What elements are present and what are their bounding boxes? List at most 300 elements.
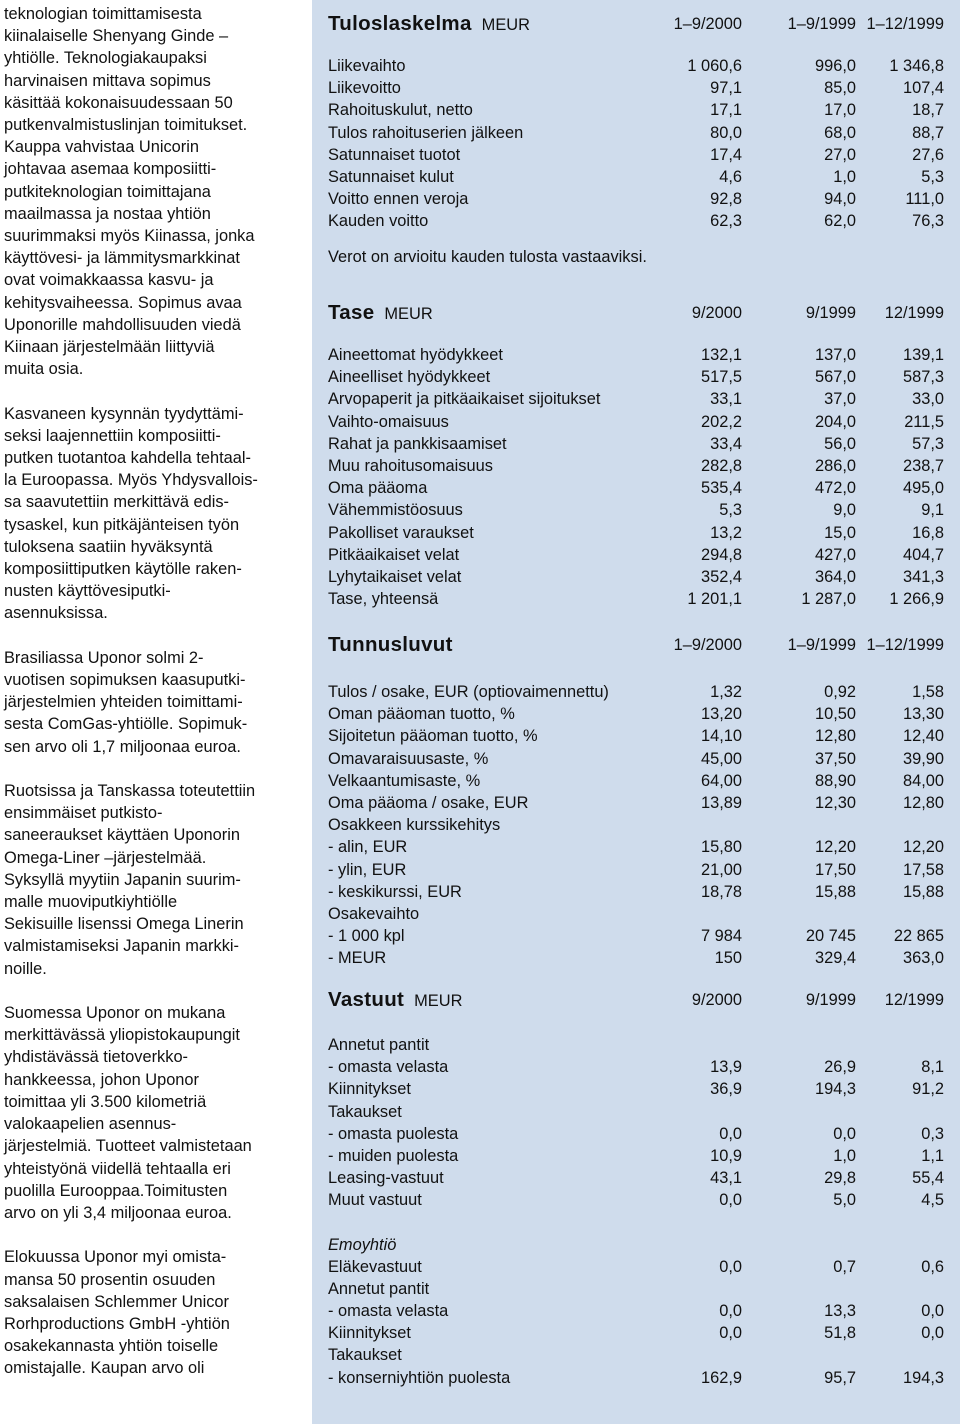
text-line: tuloksena saatiin hyväksyntä: [4, 537, 213, 556]
text-line: toimittaa yli 3.500 kilometriä: [4, 1092, 207, 1111]
column-header: 9/1999: [805, 304, 856, 322]
note-text: Verot on arvioitu kauden tulosta vastaaviksi.: [328, 247, 647, 266]
column-header: 1–9/2000: [673, 636, 742, 654]
table-row: [328, 1322, 944, 1344]
row-label: - omasta velasta: [328, 1058, 449, 1077]
row-label: Tulos rahoituserien jälkeen: [328, 123, 524, 142]
key-figures-title: Tunnusluvut: [328, 633, 453, 656]
income-note: [328, 246, 944, 268]
cell-value: 1,1: [921, 1146, 944, 1165]
cell-value: 17,4: [710, 145, 742, 164]
key-figures-rows: [328, 681, 944, 969]
cell-value: 62,3: [710, 212, 742, 231]
cell-value: 29,8: [824, 1169, 856, 1188]
cell-value: 27,0: [824, 145, 856, 164]
column-header: 12/1999: [884, 991, 944, 1009]
text-line: Suomessa Uponor on mukana: [4, 1004, 226, 1023]
cell-value: 88,7: [912, 123, 944, 142]
table-row: [328, 210, 944, 232]
cell-value: 18,7: [912, 101, 944, 120]
text-line: valmistamiseksi Japanin markki-: [4, 937, 239, 956]
table-row: [328, 881, 944, 903]
table-row: [328, 748, 944, 770]
cell-value: 80,0: [710, 123, 742, 142]
cell-value: 0,0: [719, 1257, 742, 1276]
cell-value: 95,7: [824, 1368, 856, 1387]
text-line: Omega-Liner –järjestelmää.: [4, 848, 207, 867]
income-unit: MEUR: [481, 16, 530, 34]
row-label: Oma pääoma: [328, 479, 428, 498]
balance-sheet-header: [328, 298, 944, 328]
cell-value: 4,6: [719, 167, 742, 186]
row-label: - keskikurssi, EUR: [328, 882, 462, 901]
text-line: putken tuotantoa kahdella tehtaal-: [4, 449, 251, 468]
row-label: - ylin, EUR: [328, 860, 407, 879]
cell-value: 12,20: [902, 838, 944, 857]
income-statement-table: [328, 9, 944, 268]
cell-value: 7 984: [700, 927, 742, 946]
cell-value: 294,8: [700, 545, 742, 564]
row-label: Aineelliset hyödykkeet: [328, 368, 491, 387]
income-statement-header: [328, 9, 944, 39]
row-label: - alin, EUR: [328, 838, 408, 857]
text-line: Ruotsissa ja Tanskassa toteutettiin: [4, 782, 256, 801]
cell-value: 94,0: [824, 190, 856, 209]
key-figures-header: [328, 630, 944, 660]
cell-value: 4,5: [921, 1191, 944, 1210]
cell-value: 13,9: [710, 1058, 742, 1077]
financial-tables-panel: [312, 0, 960, 1424]
row-label: Velkaantumisaste, %: [328, 771, 481, 790]
left-article-column: [4, 3, 302, 1402]
text-line: vuotisen sopimuksen kaasuputki-: [4, 671, 246, 690]
row-label: Omavaraisuusaste, %: [328, 749, 489, 768]
cell-value: 15,88: [902, 882, 944, 901]
cell-value: 996,0: [814, 57, 856, 75]
parent-company-rows: [328, 1256, 944, 1389]
table-row: [328, 1034, 944, 1056]
table-row: [328, 144, 944, 166]
table-row: [328, 903, 944, 925]
table-row: [328, 522, 944, 544]
row-label: Sijoitetun pääoman tuotto, %: [328, 727, 538, 746]
row-label: Voitto ennen veroja: [328, 190, 469, 209]
table-row: [328, 792, 944, 814]
text-line: osakekannasta yhtiön toiselle: [4, 1337, 219, 1356]
cell-value: 587,3: [902, 368, 944, 387]
cell-value: 17,50: [814, 860, 856, 879]
cell-value: 535,4: [700, 479, 742, 498]
text-line: järjestelmien yhteiden toimittami-: [4, 693, 243, 712]
row-label: Rahat ja pankkisaamiset: [328, 434, 507, 453]
cell-value: 1,58: [912, 683, 944, 701]
cell-value: 13,2: [710, 523, 742, 542]
text-line: johtavaa asemaa komposiitti-: [4, 160, 217, 179]
cell-value: 111,0: [905, 190, 944, 209]
cell-value: 162,9: [700, 1368, 742, 1387]
text-line: sa saavutettiin merkittävä edis-: [4, 493, 230, 512]
cell-value: 238,7: [902, 456, 944, 475]
text-line: muita osia.: [4, 360, 84, 379]
text-line: valokaapelien asennus-: [4, 1115, 177, 1134]
text-line: saneeraukset käyttäen Uponorin: [4, 826, 240, 845]
table-row: [328, 681, 944, 703]
table-row: [328, 366, 944, 388]
text-line: ovat voimakkaassa kasvu- ja: [4, 271, 214, 290]
cell-value: 15,80: [700, 838, 742, 857]
row-label: Oman pääoman tuotto, %: [328, 705, 515, 724]
text-line: ensimmäiset putkisto-: [4, 804, 163, 823]
cell-value: 12,80: [902, 793, 944, 812]
cell-value: 84,00: [902, 771, 944, 790]
cell-value: 12,40: [902, 727, 944, 746]
column-header: 9/2000: [691, 304, 742, 322]
row-label: - omasta velasta: [328, 1302, 449, 1321]
cell-value: 1,32: [710, 683, 742, 701]
cell-value: 10,50: [814, 705, 856, 724]
cell-value: 12,80: [814, 727, 856, 746]
cell-value: 33,0: [912, 390, 944, 409]
row-label: Pitkäaikaiset velat: [328, 545, 460, 564]
column-header: 1–12/1999: [866, 15, 944, 33]
cell-value: 12,30: [814, 793, 856, 812]
table-row: [328, 1367, 944, 1389]
cell-value: 91,2: [912, 1080, 944, 1099]
cell-value: 329,4: [814, 949, 856, 968]
row-label: Vähemmistöosuus: [328, 501, 463, 520]
text-line: Kiinaan järjestelmään liittyviä: [4, 338, 215, 357]
cell-value: 1 201,1: [687, 590, 742, 609]
text-line: nusten käyttövesiputki-: [4, 582, 171, 601]
table-row: [328, 1056, 944, 1078]
cell-value: 15,0: [824, 523, 856, 542]
liabilities-title: Vastuut: [328, 988, 405, 1011]
cell-value: 55,4: [912, 1169, 944, 1188]
text-line: Rorhproductions GmbH -yhtiön: [4, 1314, 230, 1333]
row-label: Osakevaihto: [328, 904, 420, 923]
cell-value: 282,8: [700, 456, 742, 475]
row-label: Annetut pantit: [328, 1279, 430, 1298]
cell-value: 76,3: [912, 212, 944, 231]
row-label: Aineettomat hyödykkeet: [328, 346, 503, 364]
text-line: mansa 50 prosentin osuuden: [4, 1270, 216, 1289]
cell-value: 15,88: [814, 882, 856, 901]
table-row: [328, 859, 944, 881]
cell-value: 33,4: [710, 434, 742, 453]
cell-value: 1 346,8: [889, 57, 944, 75]
table-row: [328, 1256, 944, 1278]
cell-value: 9,1: [921, 501, 944, 520]
cell-value: 0,0: [833, 1124, 856, 1143]
text-line: suurimmaksi myös Kiinassa, jonka: [4, 227, 255, 246]
table-row: [328, 1167, 944, 1189]
table-row: [328, 947, 944, 969]
cell-value: 13,30: [902, 705, 944, 724]
cell-value: 18,78: [700, 882, 742, 901]
cell-value: 56,0: [824, 434, 856, 453]
table-row: [328, 411, 944, 433]
row-label: Arvopaperit ja pitkäaikaiset sijoitukset: [328, 390, 601, 409]
row-label: - 1 000 kpl: [328, 927, 405, 946]
cell-value: 33,1: [710, 390, 742, 409]
row-label: Satunnaiset kulut: [328, 167, 454, 186]
income-rows: [328, 55, 944, 233]
cell-value: 1 060,6: [687, 57, 742, 75]
article-paragraph: [4, 1002, 302, 1224]
balance-unit: MEUR: [384, 305, 433, 323]
text-line: Sekisuille lisenssi Omega Linerin: [4, 915, 244, 934]
table-row: [328, 499, 944, 521]
table-row: [328, 725, 944, 747]
table-row: [328, 1300, 944, 1322]
row-label: - konserniyhtiön puolesta: [328, 1368, 511, 1387]
row-label: Takaukset: [328, 1346, 402, 1365]
cell-value: 22 865: [893, 927, 944, 946]
row-label: Muu rahoitusomaisuus: [328, 456, 493, 475]
cell-value: 13,89: [700, 793, 742, 812]
table-row: [328, 55, 944, 77]
row-label: - omasta puolesta: [328, 1124, 459, 1143]
cell-value: 0,0: [921, 1324, 944, 1343]
cell-value: 202,2: [700, 412, 742, 431]
cell-value: 150: [714, 949, 742, 968]
row-label: Lyhytaikaiset velat: [328, 567, 462, 586]
text-line: maailmassa ja nostaa yhtiön: [4, 204, 211, 223]
table-row: [328, 1189, 944, 1211]
table-row: [328, 1123, 944, 1145]
table-row: [328, 344, 944, 366]
text-line: Kasvaneen kysynnän tyydyttämi-: [4, 404, 244, 423]
liabilities-rows: [328, 1034, 944, 1212]
cell-value: 352,4: [700, 567, 742, 586]
cell-value: 0,6: [921, 1257, 944, 1276]
cell-value: 16,8: [912, 523, 944, 542]
cell-value: 37,50: [814, 749, 856, 768]
cell-value: 107,4: [902, 79, 944, 98]
cell-value: 12,20: [814, 838, 856, 857]
cell-value: 204,0: [814, 412, 856, 431]
cell-value: 14,10: [700, 727, 742, 746]
text-line: käyttövesi- ja lämmitysmarkkinat: [4, 249, 240, 268]
table-row: [328, 433, 944, 455]
cell-value: 427,0: [814, 545, 856, 564]
balance-rows: [328, 344, 944, 610]
cell-value: 64,00: [700, 771, 742, 790]
text-line: kehitysvaiheessa. Sopimus avaa: [4, 293, 242, 312]
row-label: Rahoituskulut, netto: [328, 101, 473, 120]
cell-value: 567,0: [814, 368, 856, 387]
table-row: [328, 588, 944, 610]
row-label: - MEUR: [328, 949, 387, 968]
table-row: [328, 770, 944, 792]
table-row: [328, 836, 944, 858]
row-label: Pakolliset varaukset: [328, 523, 474, 542]
article-paragraph: [4, 403, 302, 625]
cell-value: 17,0: [824, 101, 856, 120]
table-row: [328, 925, 944, 947]
text-line: yhtiölle. Teknologiakaupaksi: [4, 49, 207, 68]
row-label: Satunnaiset tuotot: [328, 145, 461, 164]
table-row: [328, 188, 944, 210]
cell-value: 1 287,0: [801, 590, 856, 609]
cell-value: 1,0: [833, 167, 856, 186]
text-line: yhdistävässä tietoverkko-: [4, 1048, 189, 1067]
balance-sheet-title: Tase: [328, 301, 375, 324]
cell-value: 0,92: [824, 683, 856, 701]
cell-value: 17,1: [710, 101, 742, 120]
text-line: harvinaisen mittava sopimus: [4, 71, 211, 90]
row-label: Leasing-vastuut: [328, 1169, 444, 1188]
cell-value: 404,7: [902, 545, 944, 564]
cell-value: 1,0: [833, 1146, 856, 1165]
cell-value: 13,20: [700, 705, 742, 724]
row-label: Oma pääoma / osake, EUR: [328, 793, 529, 812]
table-row: [328, 814, 944, 836]
cell-value: 132,1: [700, 346, 742, 364]
cell-value: 363,0: [902, 949, 944, 968]
cell-value: 62,0: [824, 212, 856, 231]
cell-value: 495,0: [902, 479, 944, 498]
table-row: [328, 166, 944, 188]
parent-title-text: Emoyhtiö: [328, 1235, 397, 1254]
table-row: [328, 1145, 944, 1167]
cell-value: 1 266,9: [889, 590, 944, 609]
cell-value: 45,00: [700, 749, 742, 768]
text-line: puolilla Eurooppaa.Toimitusten: [4, 1181, 228, 1200]
table-row: [328, 703, 944, 725]
text-line: sesta ComGas-yhtiölle. Sopimuk-: [4, 715, 248, 734]
row-label: Vaihto-omaisuus: [328, 412, 449, 431]
cell-value: 10,9: [710, 1146, 742, 1165]
cell-value: 5,0: [833, 1191, 856, 1210]
text-line: la Euroopassa. Myös Yhdysvallois-: [4, 471, 258, 490]
column-header: 1–9/1999: [787, 636, 856, 654]
text-line: saksalaisen Schlemmer Unicor: [4, 1292, 229, 1311]
article-paragraph: [4, 647, 302, 758]
cell-value: 211,5: [904, 412, 944, 431]
row-label: Tase, yhteensä: [328, 590, 439, 609]
balance-sheet-table: [328, 298, 944, 610]
liabilities-unit: MEUR: [414, 992, 463, 1010]
cell-value: 51,8: [824, 1324, 856, 1343]
text-line: sen arvo oli 1,7 miljoonaa euroa.: [4, 737, 241, 756]
row-label: Liikevoitto: [328, 79, 401, 98]
parent-company-subtitle: [328, 1234, 944, 1256]
column-header: 12/1999: [884, 304, 944, 322]
cell-value: 137,0: [814, 346, 856, 364]
table-row: [328, 1078, 944, 1100]
row-label: Kiinnitykset: [328, 1324, 411, 1343]
cell-value: 341,3: [902, 567, 944, 586]
table-row: [328, 99, 944, 121]
cell-value: 194,3: [814, 1080, 856, 1099]
cell-value: 9,0: [833, 501, 856, 520]
cell-value: 194,3: [902, 1368, 944, 1387]
text-line: Brasiliassa Uponor solmi 2-: [4, 648, 204, 667]
cell-value: 0,0: [719, 1191, 742, 1210]
column-header: 1–12/1999: [866, 636, 944, 654]
cell-value: 37,0: [824, 390, 856, 409]
cell-value: 517,5: [700, 368, 742, 387]
table-row: [328, 455, 944, 477]
text-line: tysaskel, kun pitkäjänteisen työn: [4, 515, 240, 534]
cell-value: 85,0: [824, 79, 856, 98]
row-label: Takaukset: [328, 1102, 402, 1121]
text-line: seksi laajennettiin komposiitti-: [4, 426, 221, 445]
cell-value: 20 745: [805, 927, 856, 946]
row-label: - muiden puolesta: [328, 1146, 459, 1165]
cell-value: 36,9: [710, 1080, 742, 1099]
row-label: Muut vastuut: [328, 1191, 422, 1210]
cell-value: 97,1: [710, 79, 742, 98]
text-line: putkenvalmistuslinjan toimitukset.: [4, 116, 248, 135]
cell-value: 13,3: [824, 1302, 856, 1321]
text-line: hankkeessa, johon Uponor: [4, 1070, 199, 1089]
text-line: Elokuussa Uponor myi omista-: [4, 1248, 227, 1267]
column-header: 9/1999: [805, 991, 856, 1009]
text-line: omistajalle. Kaupan arvo oli: [4, 1359, 205, 1378]
text-line: arvo on yli 3,4 miljoonaa euroa.: [4, 1203, 232, 1222]
cell-value: 39,90: [902, 749, 944, 768]
cell-value: 0,0: [719, 1124, 742, 1143]
row-label: Kauden voitto: [328, 212, 429, 231]
column-header: 1–9/2000: [673, 15, 742, 33]
text-line: järjestelmiä. Tuotteet valmistetaan: [4, 1137, 252, 1156]
row-label: Kiinnitykset: [328, 1080, 411, 1099]
text-line: malle muoviputkiyhtiölle: [4, 893, 178, 912]
text-line: kiinalaiselle Shenyang Ginde –: [4, 27, 229, 46]
cell-value: 68,0: [824, 123, 856, 142]
table-row: [328, 122, 944, 144]
table-row: [328, 77, 944, 99]
table-row: [328, 566, 944, 588]
table-row: [328, 544, 944, 566]
row-label: Tulos / osake, EUR (optiovaimennettu): [328, 683, 609, 701]
cell-value: 26,9: [824, 1058, 856, 1077]
cell-value: 0,0: [719, 1324, 742, 1343]
text-line: komposiittiputken käytölle raken-: [4, 560, 242, 579]
cell-value: 27,6: [912, 145, 944, 164]
cell-value: 364,0: [814, 567, 856, 586]
table-row: [328, 388, 944, 410]
text-line: noille.: [4, 959, 47, 978]
table-row: [328, 1278, 944, 1300]
text-line: Syksyllä myytiin Japanin suurim-: [4, 870, 241, 889]
article-paragraph: [4, 1246, 302, 1379]
cell-value: 0,3: [921, 1124, 944, 1143]
cell-value: 57,3: [912, 434, 944, 453]
text-line: Uponorille mahdollisuuden viedä: [4, 315, 241, 334]
cell-value: 472,0: [814, 479, 856, 498]
cell-value: 92,8: [710, 190, 742, 209]
text-line: Kauppa vahvistaa Unicorin: [4, 138, 199, 157]
row-label: Osakkeen kurssikehitys: [328, 816, 501, 835]
cell-value: 43,1: [710, 1169, 742, 1188]
cell-value: 5,3: [921, 167, 944, 186]
cell-value: 17,58: [902, 860, 944, 879]
table-row: [328, 1101, 944, 1123]
column-header: 1–9/1999: [787, 15, 856, 33]
text-line: asennuksissa.: [4, 604, 108, 623]
cell-value: 0,7: [833, 1257, 856, 1276]
cell-value: 88,90: [814, 771, 856, 790]
column-header: 9/2000: [691, 991, 742, 1009]
text-line: merkittävässä yliopistokaupungit: [4, 1026, 240, 1045]
cell-value: 8,1: [921, 1058, 944, 1077]
text-line: putkiteknologian toimittajana: [4, 182, 211, 201]
liabilities-table: [328, 985, 944, 1389]
text-line: yhteistyönä viidellä tehtaalla eri: [4, 1159, 231, 1178]
